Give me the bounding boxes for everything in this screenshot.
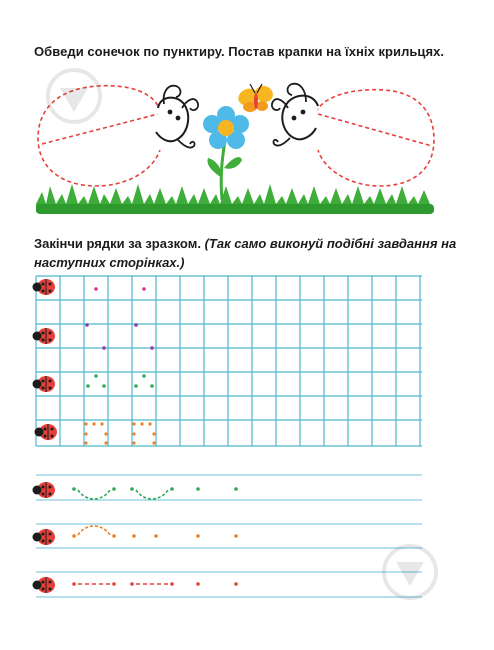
grass-strip	[36, 184, 434, 214]
butterfly	[236, 83, 276, 112]
task2-instruction	[34, 234, 474, 272]
instruction-note: (Так само виконуй подібні завдання на наступних сторінках.)	[34, 236, 457, 270]
grid-pattern-row3[interactable]	[86, 374, 154, 388]
grid-pattern-row4[interactable]	[84, 422, 155, 444]
ladybug-icon	[33, 482, 56, 498]
ladybug-icon	[33, 577, 56, 593]
line-pattern-row1[interactable]	[72, 487, 238, 499]
ladybug-icon	[33, 529, 56, 545]
line-pattern-row3[interactable]	[72, 582, 238, 586]
grid-pattern-row1[interactable]	[94, 287, 146, 291]
grid-pattern-row2[interactable]	[85, 323, 154, 350]
ladybug-icon	[35, 424, 58, 440]
task1-title: Обведи сонечок по пунктиру. Постав крапки на їхніх крильцях.	[34, 44, 445, 59]
writing-lines	[36, 475, 422, 597]
watermark-icon	[48, 70, 100, 122]
instruction-main: Закінчи рядки за зразком.	[34, 236, 201, 251]
ladybug-outline-right[interactable]	[272, 84, 434, 186]
line-pattern-row2[interactable]	[72, 526, 238, 538]
ladybug-outline-left[interactable]	[38, 86, 198, 186]
flower	[203, 106, 249, 200]
practice-grid	[36, 276, 422, 446]
